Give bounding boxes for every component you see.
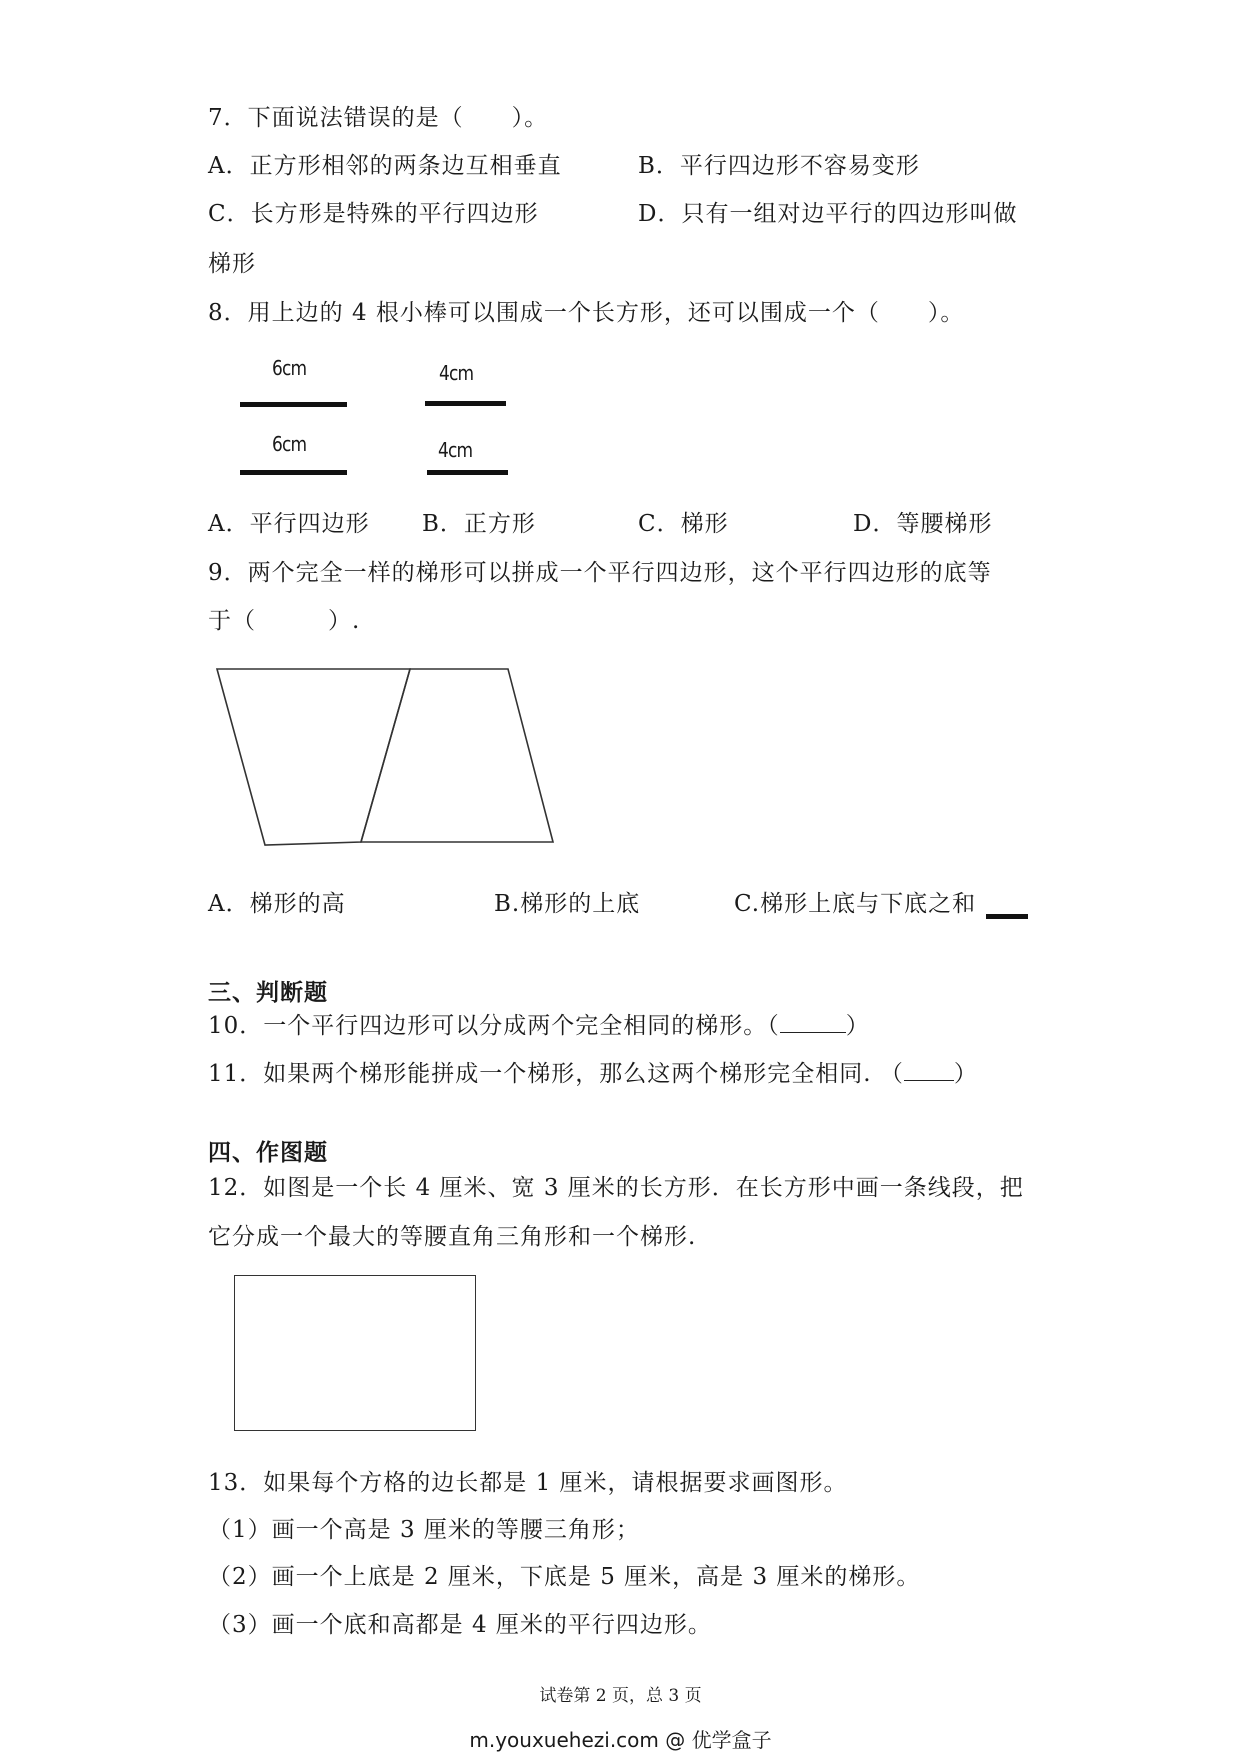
q10-text: 10．一个平行四边形可以分成两个完全相同的梯形。（ [208,1013,780,1039]
trapezoid-left [217,669,410,845]
q9-option-b: B.梯形的上底 [494,891,641,917]
q12-line1: 12．如图是一个长 4 厘米、宽 3 厘米的长方形．在长方形中画一条线段，把 [208,1175,1024,1201]
q8-stem: 8．用上边的 4 根小棒可以围成一个长方形，还可以围成一个（ ）。 [208,300,965,326]
section3-title: 三、判断题 [208,980,328,1006]
q7-option-d-continued: 梯形 [208,251,256,277]
q7-option-c: C．长方形是特殊的平行四边形 [208,201,539,227]
trapezoid-right [361,669,553,842]
q7-option-a: A．正方形相邻的两条边互相垂直 [208,153,562,179]
q11-answer-blank[interactable] [904,1060,954,1081]
q10-end: ） [845,1013,870,1039]
q9-option-a: A．梯形的高 [208,891,346,917]
stick-label: 6cm [272,432,307,456]
q7-option-d: D．只有一组对边平行的四边形叫做 [638,201,1018,227]
stick-label: 4cm [439,361,474,385]
section4-title: 四、作图题 [208,1140,328,1166]
q8-option-b: B．正方形 [422,511,536,537]
q11 [208,1059,978,1089]
q8-option-a: A．平行四边形 [208,511,370,537]
q10-answer-blank[interactable] [780,1012,846,1033]
q13-part2: （2）画一个上底是 2 厘米，下底是 5 厘米，高是 3 厘米的梯形。 [208,1564,921,1590]
q13-part3: （3）画一个底和高都是 4 厘米的平行四边形。 [208,1612,712,1638]
page-number: 试卷第 2 页，总 3 页 [539,1686,702,1706]
q9-stem-continued: 于（ ）. [208,608,361,634]
q12-line2: 它分成一个最大的等腰直角三角形和一个梯形. [208,1224,697,1250]
q9-stem: 9．两个完全一样的梯形可以拼成一个平行四边形，这个平行四边形的底等 [208,560,992,586]
q13-part1: （1）画一个高是 3 厘米的等腰三角形； [208,1517,640,1543]
q12-rectangle-figure[interactable] [234,1275,476,1431]
q7-stem: 7．下面说法错误的是（ ）。 [208,105,549,131]
q11-text: 11．如果两个梯形能拼成一个梯形，那么这两个梯形完全相同. （ [208,1061,904,1087]
q11-end: ） [953,1061,978,1087]
q10 [208,1011,870,1041]
site-watermark: m.youxuehezi.com @ 优学盒子 [469,1728,772,1752]
q9-option-c: C.梯形上底与下底之和 [734,891,977,917]
q7-option-b: B．平行四边形不容易变形 [638,153,920,179]
q13-stem: 13．如果每个方格的边长都是 1 厘米，请根据要求画图形。 [208,1470,848,1496]
q9-answer-line [986,914,1028,919]
q8-option-c: C．梯形 [638,511,729,537]
stick-label: 4cm [438,438,473,462]
stick-label: 6cm [272,356,307,380]
q8-option-d: D．等腰梯形 [853,511,993,537]
